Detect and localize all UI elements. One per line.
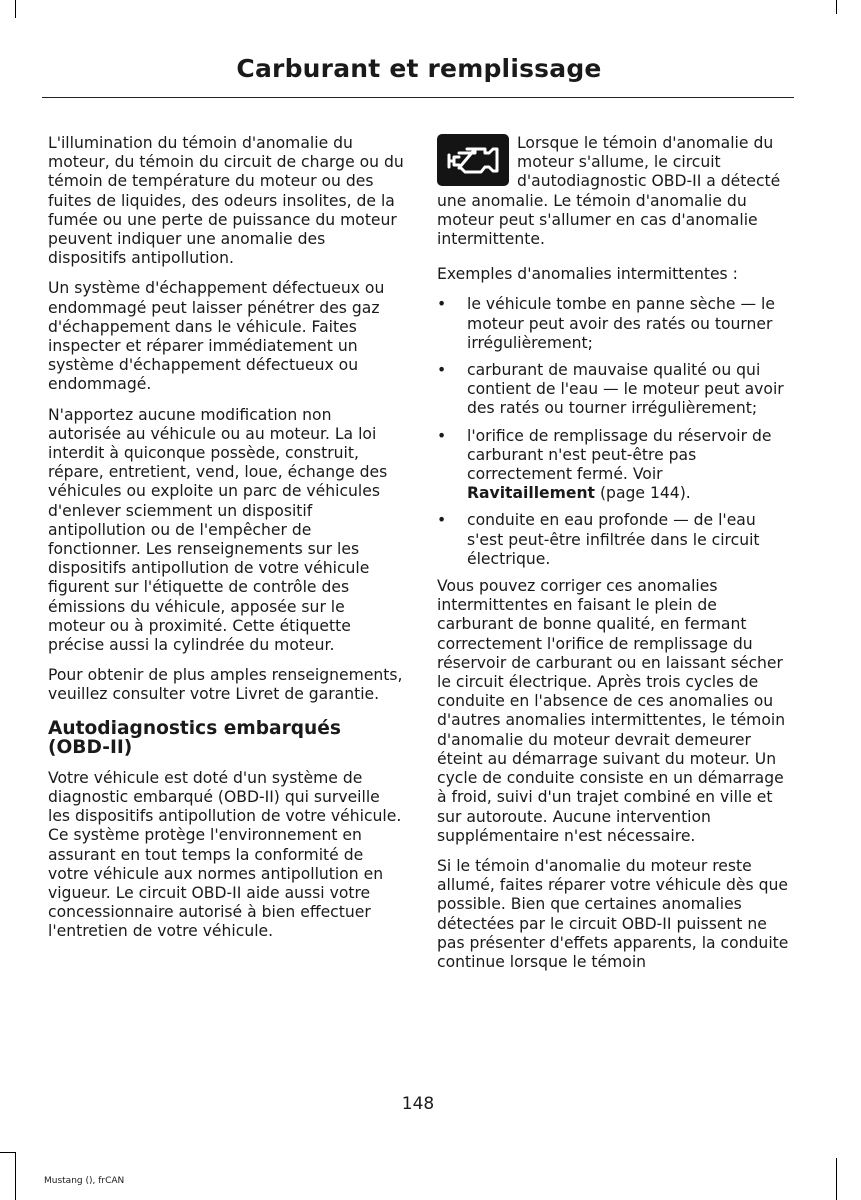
paragraph-emissions-warning: L'illumination du témoin d'anomalie du moteur, du témoin du circuit de charge ou du témoin de température du moteur ou des fuites de liquides, des odeurs insolites, de la fumée ou une perte de puissance du moteur peuvent indiquer une anomalie des dispositifs antipollution. (48, 134, 404, 268)
list-item (437, 511, 793, 569)
crop-mark-top-right (836, 0, 837, 14)
page-reference: (page 144). (595, 484, 691, 503)
engine-warning-icon (437, 134, 509, 186)
list-item-text: conduite en eau profonde — de l'eau s'est peut-être infiltrée dans le circuit électrique. (467, 511, 760, 568)
bullet-icon: • (437, 426, 447, 445)
list-item (437, 295, 793, 353)
bullet-icon: • (437, 361, 447, 380)
intermittent-faults-list (437, 295, 793, 569)
page-title: Carburant et remplissage (236, 54, 602, 83)
paragraph-mil-stays-on: Si le témoin d'anomalie du moteur reste allumé, faites réparer votre véhicule dès que possible. Bien que certaines anomalies détectées par le circuit OBD-II puissent ne pas présenter d'effets apparents, la conduite continue lorsque le témoin (437, 856, 789, 971)
list-item-text: le véhicule tombe en panne sèche — le moteur peut avoir des ratés ou tourner irrégulièrement; (467, 295, 775, 352)
list-item-text: carburant de mauvaise qualité ou qui contient de l'eau — le moteur peut avoir des ratés ou tourner irrégulièrement; (467, 361, 784, 418)
section-heading-obd: Autodiagnostics embarqués (OBD-II) (48, 717, 341, 758)
footer-label: Mustang (), frCAN (44, 1176, 125, 1186)
left-column (48, 134, 404, 953)
title-divider (42, 97, 794, 98)
crop-mark-bottom-right (836, 1158, 837, 1200)
list-item (437, 361, 793, 419)
crop-mark-bottom-left-h (0, 1152, 16, 1153)
examples-label: Exemples d'anomalies intermittentes : (437, 265, 738, 284)
bullet-icon: • (437, 295, 447, 314)
page-number: 148 (401, 1094, 435, 1114)
bullet-icon: • (437, 511, 447, 530)
paragraph-mil-intro: Lorsque le témoin d'anomalie du moteur s'allume, le circuit d'autodiagnostic OBD-II a détecté une anomalie. Le témoin d'anomalie du moteur peut s'allumer en cas d'anomalie intermittente. (437, 134, 781, 249)
crop-mark-bottom-left (15, 1152, 16, 1200)
paragraph-correcting-faults: Vous pouvez corriger ces anomalies intermittentes en faisant le plein de carburant de bonne qualité, en fermant correctement l'orifice de remplissage du réservoir de carburant ou en laissant sécher le circuit électrique. Après trois cycles de conduite en l'absence de ces anomalies ou d'autres anomalies intermittentes, le témoin d'anomalie du moteur devrait demeurer éteint au démarrage suivant du moteur. Un cycle de conduite consiste en un démarrage à froid, suivi d'un trajet combiné en ville et sur autoroute. Aucune intervention supplémentaire n'est nécessaire. (437, 577, 786, 845)
paragraph-warranty: Pour obtenir de plus amples renseignements, veuillez consulter votre Livret de garantie. (48, 666, 403, 704)
list-item (437, 427, 793, 504)
paragraph-exhaust: Un système d'échappement défectueux ou endommagé peut laisser pénétrer des gaz d'échappement dans le véhicule. Faites inspecter et réparer immédiatement un système d'échappement défectueux ou endommagé. (48, 279, 385, 394)
list-item-text: l'orifice de remplissage du réservoir de carburant n'est peut-être pas correctement fermé. Voir (467, 426, 772, 484)
paragraph-obd: Votre véhicule est doté d'un système de diagnostic embarqué (OBD-II) qui surveille les dispositifs antipollution de votre véhicule. Ce système protège l'environnement en assurant en tout temps la conformité de votre véhicule aux normes antipollution en vigueur. Le circuit OBD-II aide aussi votre concessionnaire autorisé à bien effectuer l'entretien de votre véhicule. (48, 768, 402, 941)
crop-mark-top-left (15, 0, 16, 18)
paragraph-modifications: N'apportez aucune modification non autorisée au véhicule ou au moteur. La loi interdit à quiconque possède, construit, répare, entretient, vend, loue, échange des véhicules ou exploite un parc de véhicules d'enlever sciemment un dispositif antipollution ou de l'empêcher de fonctionner. Les renseignements sur les dispositifs antipollution de votre véhicule figurent sur l'étiquette de contrôle des émissions du véhicule, apposée sur le moteur ou à proximité. Cette étiquette précise aussi la cylindrée du moteur. (48, 405, 388, 655)
refuelling-reference-link[interactable]: Ravitaillement (467, 484, 596, 503)
right-column (437, 134, 793, 983)
